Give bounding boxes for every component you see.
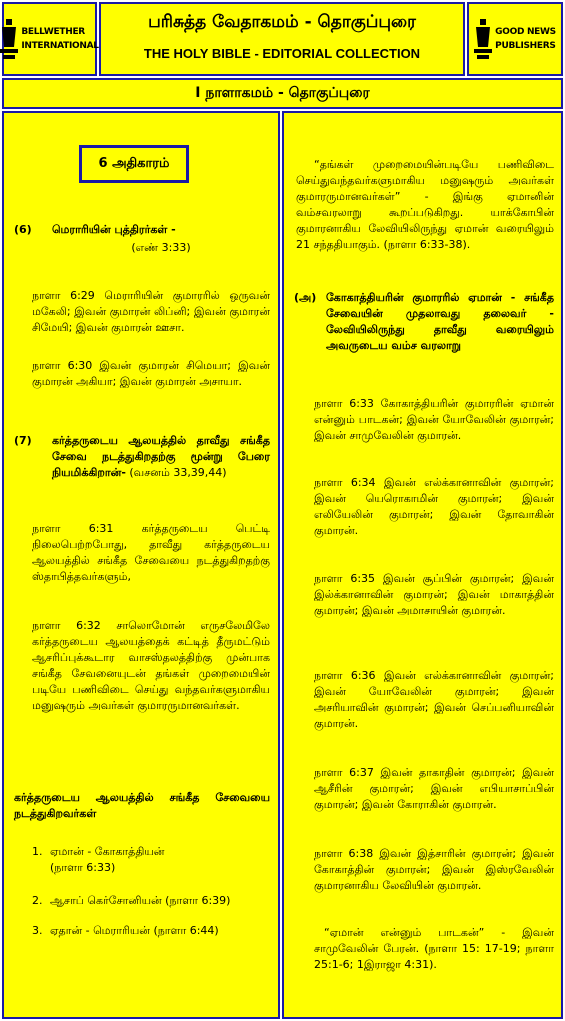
section-7-heading: கர்த்தருடைய ஆலயத்தில் தாவீது சங்கீத சேவை நடத்துகிறதற்கு மூன்று பேரை நியமிக்கிறான்- — [52, 434, 270, 479]
verse-6-31: நாளா 6:31 கர்த்தருடைய பெட்டி நிலைபெற்றபோது, தாவீது கர்த்தருடைய ஆலயத்தில் சங்கீத சேவையை நடத்துகிறதற்கு ஸ்தாபித்தவர்களும், — [32, 522, 270, 583]
list-item-number: 3. — [32, 924, 43, 937]
page-title-tamil: பரிசுத்த வேதாகமம் - தொகுப்புரை — [148, 12, 416, 32]
bellwether-logo-icon — [0, 17, 18, 61]
section-7-heading-block — [52, 433, 270, 481]
logo-right-line2: PUBLISHERS — [495, 41, 556, 51]
header-title-block — [99, 2, 465, 76]
right-column — [282, 111, 563, 1019]
section-6-reference: (எண் 3:33) — [131, 241, 191, 254]
left-column — [2, 111, 280, 1019]
singers-list-heading: கர்த்தருடைய ஆலயத்தில் சங்கீத சேவையை நடத்துகிறவர்கள் — [14, 791, 270, 820]
list-item — [32, 844, 270, 876]
logo-right-line1: GOOD NEWS — [495, 27, 556, 37]
verse-6-29: நாளா 6:29 மெராரியின் குமாரரில் ஒருவன் மகேலி; இவன் குமாரன் லிப்னி; இவன் குமாரன் சிமேயி; இவன் குமாரன் ஊசா. — [32, 289, 270, 334]
closing-note: “ஏமான் என்னும் பாடகன்” - இவன் சாமுவேலின் பேரன். (நாளா 15: 17-19; நாளா 25:1-6; 1இராஜா 4:31). — [314, 926, 554, 971]
publisher-logo-right — [467, 2, 563, 76]
verse-6-34: நாளா 6:34 இவன் எல்க்கானாவின் குமாரன்; இவன் யெரொகாமின் குமாரன்; இவன் எலியேலின் குமாரன்; இவன் தோவாகின் குமாரன். — [314, 476, 554, 537]
book-subtitle: I நாளாகமம் - தொகுப்புரை — [195, 85, 370, 101]
list-item-number: 1. — [32, 845, 43, 858]
list-item — [32, 893, 270, 909]
good-news-logo-icon — [474, 17, 492, 61]
section-6-heading: மெராரியின் புத்திரர்கள் - — [52, 223, 176, 236]
logo-left-line1: BELLWETHER — [21, 27, 85, 37]
section-6-number: (6) — [14, 223, 32, 236]
section-7-number: (7) — [14, 434, 32, 447]
section-a-heading: கோகாத்தியரின் குமாரரில் ஏமான் - சங்கீத சேவையின் முதலாவது தலைவர் - லேவியிலிருந்து தாவீது வரையிலும் அவருடைய வம்ச வரலாறு — [326, 291, 554, 352]
list-item-name: ஆசாப் கெர்சோனியன் (நாளா 6:39) — [50, 894, 231, 907]
page-title-english: THE HOLY BIBLE - EDITORIAL COLLECTION — [143, 46, 421, 61]
publisher-logo-left — [2, 2, 97, 76]
verse-6-32: நாளா 6:32 சாலொமோன் எருசலேமிலே கர்த்தருடைய ஆலயத்தைக் கட்டித் தீருமட்டும் ஆசரிப்புக்கூடார வாசஸ்தலத்திற்கு முன்பாக சங்கீத சேவனையுடன் தங்கள் முறைமையின் படியே பணிவிடை செய்து வந்தவர்களுமாகிய மனுஷரும் அவர்கள் குமாரருமானவர்கள். — [32, 619, 270, 712]
section-7-reference: (வசனம் 33,39,44) — [129, 466, 227, 479]
verse-6-30: நாளா 6:30 இவன் குமாரன் சிமெயா; இவன் குமாரன் அகியா; இவன் குமாரன் அசாயா. — [32, 359, 270, 388]
list-item — [32, 923, 270, 939]
list-item-reference: (நாளா 6:33) — [50, 861, 116, 874]
subtitle-bar — [2, 78, 563, 109]
section-a-number: (அ) — [294, 291, 317, 304]
list-item-name: ஏமான் - கோகாத்தியன் — [50, 845, 165, 858]
logo-left-line2: INTERNATIONAL — [21, 41, 99, 51]
chapter-label: 6 அதிகாரம் — [79, 145, 189, 183]
list-item-name: ஏதான் - மெராரியன் (நாளா 6:44) — [50, 924, 219, 937]
verse-6-35: நாளா 6:35 இவன் சூப்பின் குமாரன்; இவன் இல்க்கானாவின் குமாரன்; இவன் மாகாத்தின் குமாரன்; இவன் அமாசாயின் குமாரன். — [314, 572, 554, 617]
intro-paragraph: “தங்கள் முறைமையின்படியே பணிவிடை செய்துவந்தவர்களுமாகிய மனுஷரும் அவர்கள் குமாரருமானவர்கள்” - இங்கு ஏமானின் வம்சவரலாறு கூறப்படுகிறது. யாக்கோபின் குமாரனாகிய லேவியிலிருந்து ஏமான் வரையிலும் 21 சந்ததியாகும். (நாளா 6:33-38). — [296, 158, 554, 251]
verse-6-38: நாளா 6:38 இவன் இத்சாரின் குமாரன்; இவன் கோகாத்தின் குமாரன்; இவன் இஸ்ரவேலின் குமாரனாகிய லேவியின் குமாரன். — [314, 847, 554, 892]
verse-6-33: நாளா 6:33 கோகாத்தியரின் குமாரரின் ஏமான் என்னும் பாடகன்; இவன் யோவேலின் குமாரன்; இவன் சாமுவேலின் குமாரன். — [314, 397, 554, 442]
verse-6-36: நாளா 6:36 இவன் எல்க்கானாவின் குமாரன்; இவன் யோவேலின் குமாரன்; இவன் அசரியாவின் குமாரன்; இவன் செப்பனியாவின் குமாரன். — [314, 669, 554, 730]
verse-6-37: நாளா 6:37 இவன் தாகாதின் குமாரன்; இவன் ஆசீரின் குமாரன்; இவன் எபியாசாப்பின் குமாரன்; இவன் கோராகின் குமாரன். — [314, 766, 554, 811]
list-item-number: 2. — [32, 894, 43, 907]
